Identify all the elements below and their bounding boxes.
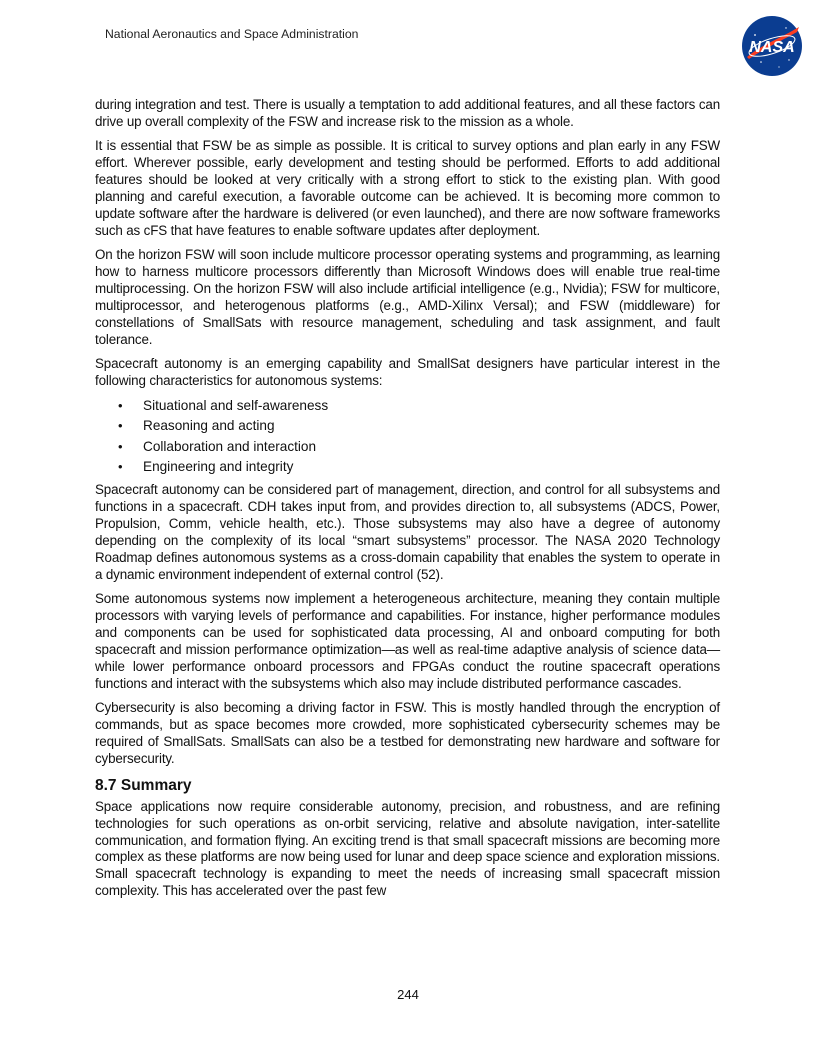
paragraph: Some autonomous systems now implement a heterogeneous architecture, meaning they contain multiple processors with varying levels of performance and capabilities. For instance, higher performance modules and components can be used for sophisticated data processing, AI and onboard computing for both spacecraft and mission performance optimization—as well as real-time adaptive analysis of science data—while lower performance onboard processors and FPGAs conduct the routine spacecraft operations functions and interact with the subsystems which also may include distributed performance cascades. [95,591,720,691]
section-heading: 8.7 Summary [95,776,192,794]
paragraph: during integration and test. There is usually a temptation to add additional features, and all these factors can drive up overall complexity of the FSW and increase risk to the mission as a whole. [95,97,720,129]
page-body [95,97,720,908]
page-number: 244 [397,987,419,1002]
svg-text:NASA: NASA [749,39,795,56]
paragraph: Spacecraft autonomy can be considered part of management, direction, and control for all subsystems and functions in a spacecraft. CDH takes input from, and provides direction to, all subsystems (ADCS, Power, Propulsion, Comm, vehicle health, etc.). Those subsystems may also have a degree of autonomy depending on the complexity of its local “smart subsystems” processor. The NASA 2020 Technology Roadmap defines autonomous systems as a cross-domain capability that enables the system to operate in a dynamic environment independent of external control (52). [95,482,720,582]
list-item: • Situational and self-awareness [143,398,720,415]
nasa-logo [741,15,803,77]
list-item: • Engineering and integrity [143,459,720,476]
paragraph: Spacecraft autonomy is an emerging capability and SmallSat designers have particular interest in the following characteristics for autonomous systems: [95,356,720,389]
summary-paragraph: Space applications now require considerable autonomy, precision, and robustness, and are refining technologies for such operations as on-orbit servicing, relative and absolute navigation, inter-satellite communication, and formation flying. An exciting trend is that small spacecraft missions are becoming more complex as these platforms are now being used for lunar and deep space science and exploration missions. Small spacecraft technology is expanding to meet the needs of increasing small spacecraft mission complexity. This has accelerated over the past few [95,798,720,899]
paragraph: Cybersecurity is also becoming a driving factor in FSW. This is mostly handled through the encryption of commands, but as space becomes more crowded, more sophisticated cybersecurity schemes may be required of SmallSats. SmallSats can also be a testbed for demonstrating new hardware and software for cybersecurity. [95,700,720,766]
paragraph: On the horizon FSW will soon include multicore processor operating systems and programming, as learning how to harness multicore processors differently than Microsoft Windows does will enable true real-time multiprocessing. On the horizon FSW will also include artificial intelligence (e.g., Nvidia); FSW for multicore, multiprocessor, and heterogenous platforms (e.g., AMD-Xilinx Versal); and FSW (middleware) for constellations of SmallSats with resource management, scheduling and task assignment, and fault tolerance. [95,247,720,347]
header-agency-name: National Aeronautics and Space Administration [105,27,359,41]
list-item: • Reasoning and acting [143,418,720,435]
paragraph: It is essential that FSW be as simple as possible. It is critical to survey options and plan early in any FSW effort. Wherever possible, early development and testing should be performed. Efforts to add additional features should be looked at very critically with a strong effort to stick to the existing plan. With good planning and careful execution, a favorable outcome can be achieved. It is becoming more common to update software after the hardware is delivered (or even launched), and there are now software frameworks such as cFS that have features to enable software updates after deployment. [95,138,720,238]
autonomy-characteristics-list [95,398,720,477]
list-item: • Collaboration and interaction [143,439,720,456]
